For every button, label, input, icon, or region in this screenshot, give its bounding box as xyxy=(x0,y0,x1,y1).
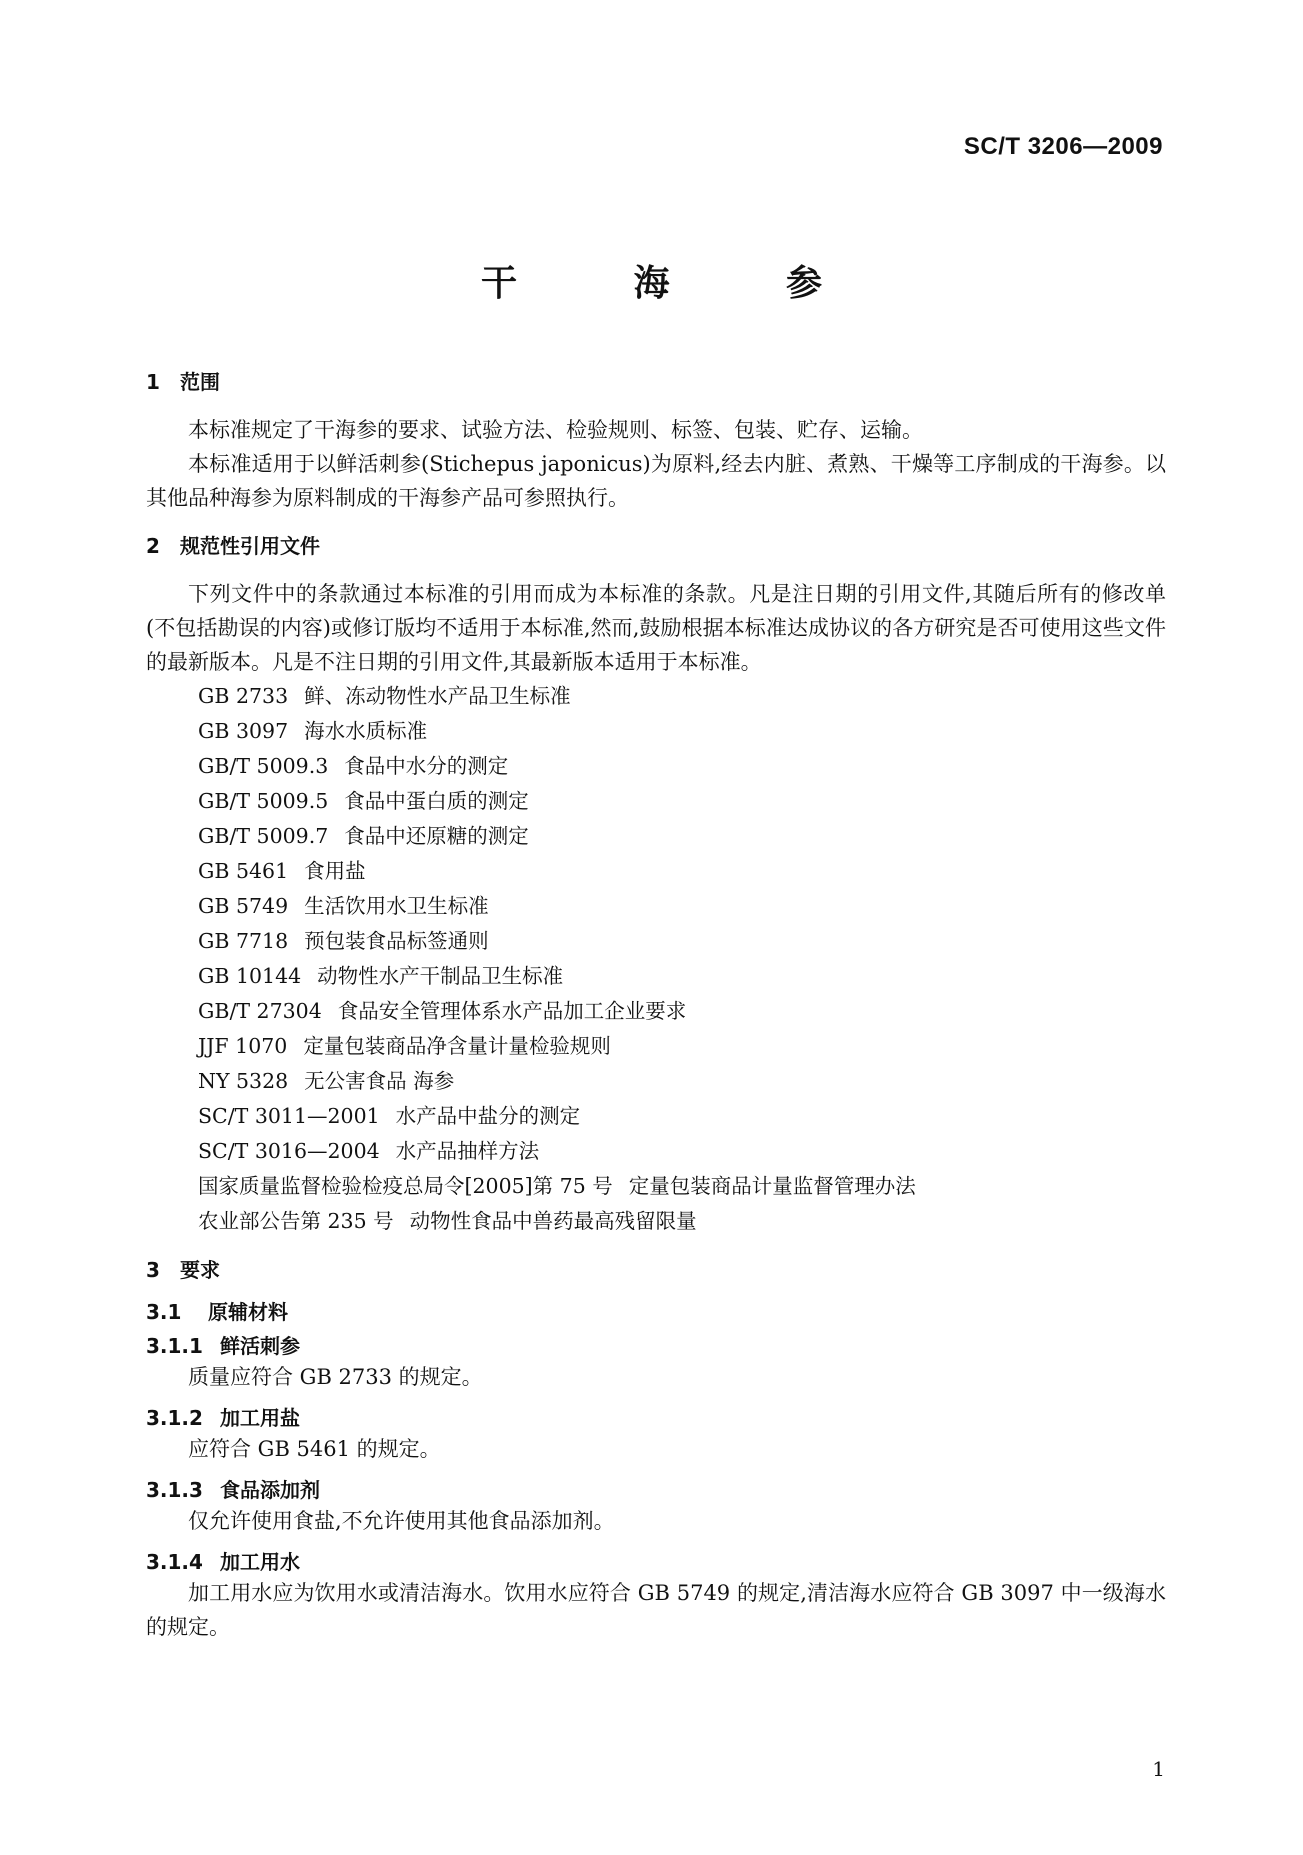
section-3-1-3-text: 仅允许使用食盐,不允许使用其他食品添加剂。 xyxy=(188,1509,615,1533)
section-3-1-2-text: 应符合 GB 5461 的规定。 xyxy=(188,1437,441,1461)
reference-code: GB/T 27304 xyxy=(198,999,322,1023)
section-number: 3.1 xyxy=(146,1300,182,1324)
section-1-paragraph-2: 本标准适用于以鲜活刺参(Stichepus japonicus)为原料,经去内脏、煮熟、干燥等工序制成的干海参。以其他品种海参为原料制成的干海参产品可参照执行。 xyxy=(146,452,1166,510)
reference-item xyxy=(146,679,1166,714)
reference-code: GB/T 5009.5 xyxy=(198,789,329,813)
section-3-heading xyxy=(146,1256,1166,1284)
section-3-1-4-heading xyxy=(146,1548,1166,1576)
normative-references-list xyxy=(146,679,1166,1239)
section-3-1-4-text: 加工用水应为饮用水或清洁海水。饮用水应符合 GB 5749 的规定,清洁海水应符合 GB 3097 中一级海水的规定。 xyxy=(146,1581,1166,1639)
section-title: 原辅材料 xyxy=(208,1300,288,1324)
reference-code: GB 5461 xyxy=(198,859,289,883)
reference-code: JJF 1070 xyxy=(198,1034,288,1058)
reference-title: 动物性食品中兽药最高残留限量 xyxy=(409,1209,697,1233)
reference-title: 定量包装商品计量监督管理办法 xyxy=(628,1174,916,1198)
reference-title: 水产品抽样方法 xyxy=(395,1139,540,1163)
reference-item xyxy=(146,1029,1166,1064)
reference-title: 动物性水产干制品卫生标准 xyxy=(317,964,564,988)
section-3-1-1-text: 质量应符合 GB 2733 的规定。 xyxy=(188,1365,483,1389)
section-1-paragraph-1: 本标准规定了干海参的要求、试验方法、检验规则、标签、包装、贮存、运输。 xyxy=(188,418,923,442)
reference-code: GB/T 5009.3 xyxy=(198,754,329,778)
reference-code: GB 5749 xyxy=(198,894,289,918)
reference-item xyxy=(146,924,1166,959)
reference-code: SC/T 3016—2004 xyxy=(198,1139,380,1163)
reference-item xyxy=(146,819,1166,854)
reference-code: 国家质量监督检验检疫总局令[2005]第 75 号 xyxy=(198,1174,613,1198)
reference-item xyxy=(146,749,1166,784)
reference-title: 鲜、冻动物性水产品卫生标准 xyxy=(304,684,571,708)
reference-code: 农业部公告第 235 号 xyxy=(198,1209,394,1233)
reference-code: GB 10144 xyxy=(198,964,302,988)
section-title: 食品添加剂 xyxy=(220,1478,320,1502)
section-number: 3.1.4 xyxy=(146,1550,203,1574)
section-3-1-heading xyxy=(146,1298,1166,1326)
reference-title: 食品中水分的测定 xyxy=(344,754,509,778)
reference-title: 食品中还原糖的测定 xyxy=(344,824,529,848)
reference-item xyxy=(146,1099,1166,1134)
section-number: 3.1.3 xyxy=(146,1478,203,1502)
reference-item xyxy=(146,994,1166,1029)
reference-item xyxy=(146,889,1166,924)
standard-code: SC/T 3206—2009 xyxy=(963,133,1163,160)
reference-item xyxy=(146,959,1166,994)
section-3-1-2-heading xyxy=(146,1404,1166,1432)
reference-item xyxy=(146,1169,1166,1204)
reference-code: GB 3097 xyxy=(198,719,289,743)
section-2-heading xyxy=(146,532,1166,560)
reference-title: 无公害食品 海参 xyxy=(304,1069,455,1093)
section-title: 规范性引用文件 xyxy=(180,534,320,558)
section-number: 3 xyxy=(146,1258,160,1282)
reference-title: 海水水质标准 xyxy=(304,719,428,743)
section-number: 2 xyxy=(146,534,160,558)
reference-item xyxy=(146,1204,1166,1239)
page-number: 1 xyxy=(1152,1757,1165,1781)
section-1-heading xyxy=(146,368,1166,396)
reference-code: GB 7718 xyxy=(198,929,289,953)
section-2-paragraph-1: 下列文件中的条款通过本标准的引用而成为本标准的条款。凡是注日期的引用文件,其随后所有的修改单(不包括勘误的内容)或修订版均不适用于本标准,然而,鼓励根据本标准达成协议的各方研究是否可使用这些文件的最新版本。凡是不注日期的引用文件,其最新版本适用于本标准。 xyxy=(146,582,1166,674)
reference-title: 定量包装商品净含量计量检验规则 xyxy=(303,1034,611,1058)
section-title: 鲜活刺参 xyxy=(220,1334,300,1358)
document-body xyxy=(146,368,1166,1644)
reference-item xyxy=(146,1134,1166,1169)
reference-code: NY 5328 xyxy=(198,1069,289,1093)
reference-title: 生活饮用水卫生标准 xyxy=(304,894,489,918)
reference-item xyxy=(146,714,1166,749)
section-number: 3.1.2 xyxy=(146,1406,203,1430)
reference-item xyxy=(146,784,1166,819)
reference-title: 食品中蛋白质的测定 xyxy=(344,789,529,813)
section-title: 加工用水 xyxy=(220,1550,300,1574)
reference-code: SC/T 3011—2001 xyxy=(198,1104,380,1128)
document-title: 干 海 参 xyxy=(480,263,875,304)
reference-title: 食用盐 xyxy=(304,859,366,883)
reference-item xyxy=(146,1064,1166,1099)
reference-item xyxy=(146,854,1166,889)
reference-title: 食品安全管理体系水产品加工企业要求 xyxy=(337,999,687,1023)
section-number: 1 xyxy=(146,370,160,394)
reference-code: GB/T 5009.7 xyxy=(198,824,329,848)
section-title: 要求 xyxy=(180,1258,220,1282)
reference-code: GB 2733 xyxy=(198,684,289,708)
section-3-1-3-heading xyxy=(146,1476,1166,1504)
reference-title: 预包装食品标签通则 xyxy=(304,929,489,953)
reference-title: 水产品中盐分的测定 xyxy=(395,1104,581,1128)
section-number: 3.1.1 xyxy=(146,1334,203,1358)
section-title: 范围 xyxy=(180,370,220,394)
section-3-1-1-heading xyxy=(146,1332,1166,1360)
section-title: 加工用盐 xyxy=(220,1406,300,1430)
